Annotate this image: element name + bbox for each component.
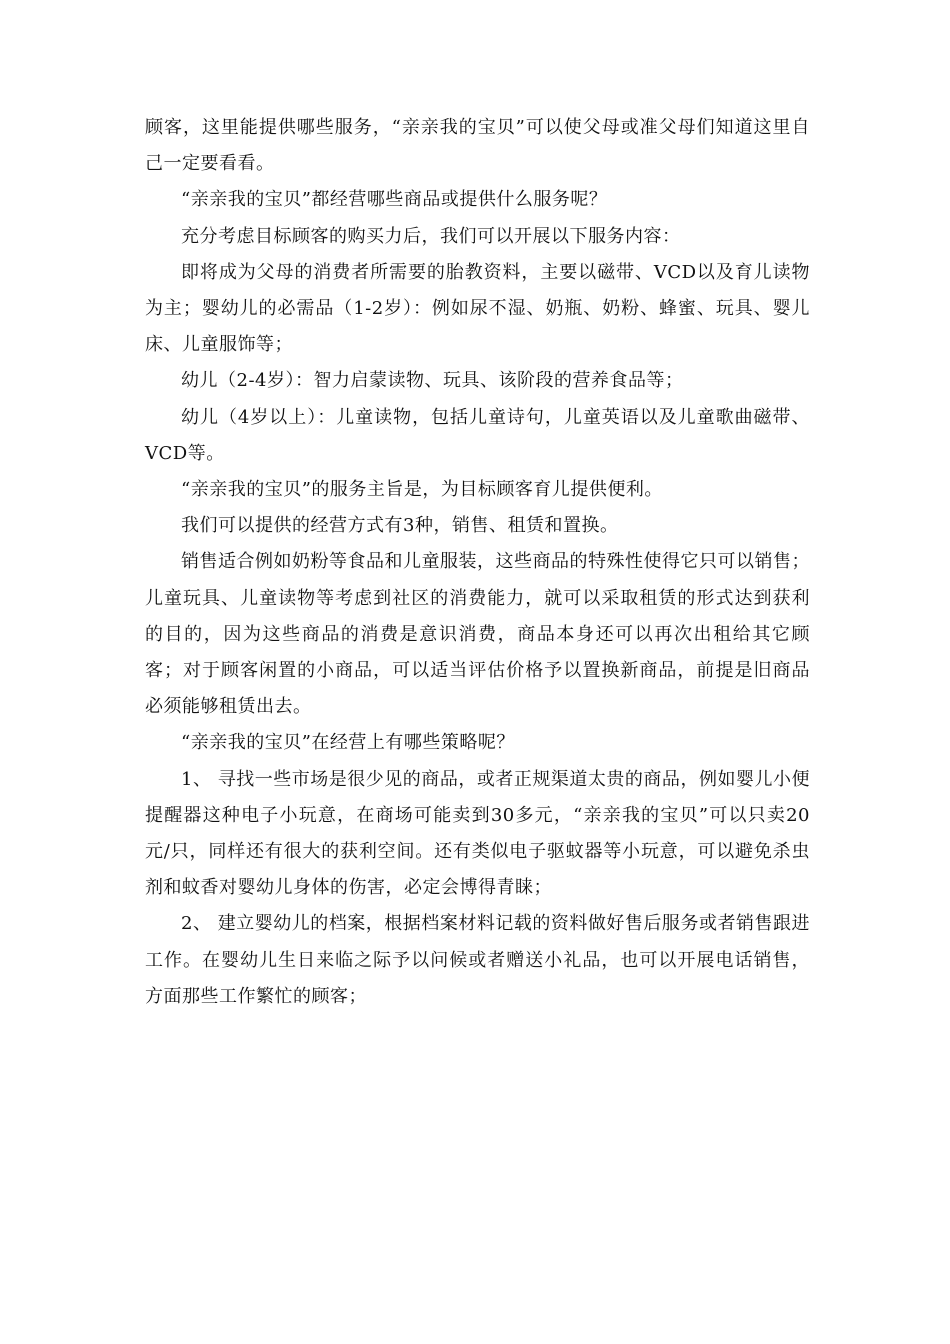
paragraph-4: 即将成为父母的消费者所需要的胎教资料，主要以磁带、VCD以及育儿读物为主；婴幼儿的必需品（1-2岁）：例如尿不湿、奶瓶、奶粉、蜂蜜、玩具、婴儿床、儿童服饰等； [145,261,810,356]
paragraph-3: 充分考虑目标顾客的购买力后，我们可以开展以下服务内容： [181,225,681,247]
paragraph-2: “亲亲我的宝贝”都经营哪些商品或提供什么服务呢？ [181,189,608,211]
paragraph-11: 1、 寻找一些市场是很少见的商品，或者正规渠道太贵的商品，例如婴儿小便提醒器这种电子小玩意，在商场可能卖到30多元，“亲亲我的宝贝”可以只卖20元/只，同样还有很大的获利空间。还有类似电子驱蚊器等小玩意，可以避免杀虫剂和蚊香对婴幼儿身体的伤害，必定会博得青睐； [145,768,810,899]
paragraph-7: “亲亲我的宝贝”的服务主旨是，为目标顾客育儿提供便利。 [181,479,663,501]
paragraph-5: 幼儿（2-4岁）：智力启蒙读物、玩具、该阶段的营养食品等； [181,370,684,392]
paragraph-8: 我们可以提供的经营方式有3种，销售、租赁和置换。 [181,515,619,537]
paragraph-1: 顾客，这里能提供哪些服务，“亲亲我的宝贝”可以使父母或准父母们知道这里自己一定要看看。 [145,117,810,175]
paragraph-12: 2、 建立婴幼儿的档案，根据档案材料记载的资料做好售后服务或者销售跟进工作。在婴幼儿生日来临之际予以问候或者赠送小礼品，也可以开展电话销售，方面那些工作繁忙的顾客； [145,913,810,1007]
paragraph-10: “亲亲我的宝贝”在经营上有哪些策略呢？ [181,732,515,754]
paragraph-9: 销售适合例如奶粉等食品和儿童服装，这些商品的特殊性使得它只可以销售；儿童玩具、儿童读物等考虑到社区的消费能力，就可以采取租赁的形式达到获利的目的，因为这些商品的消费是意识消费，商品本身还可以再次出租给其它顾客；对于顾客闲置的小商品，可以适当评估价格予以置换新商品，前提是旧商品必须能够租赁出去。 [145,551,810,718]
document-body [145,110,810,1015]
paragraph-6: 幼儿（4岁以上）：儿童读物，包括儿童诗句，儿童英语以及儿童歌曲磁带、VCD等。 [145,406,810,464]
